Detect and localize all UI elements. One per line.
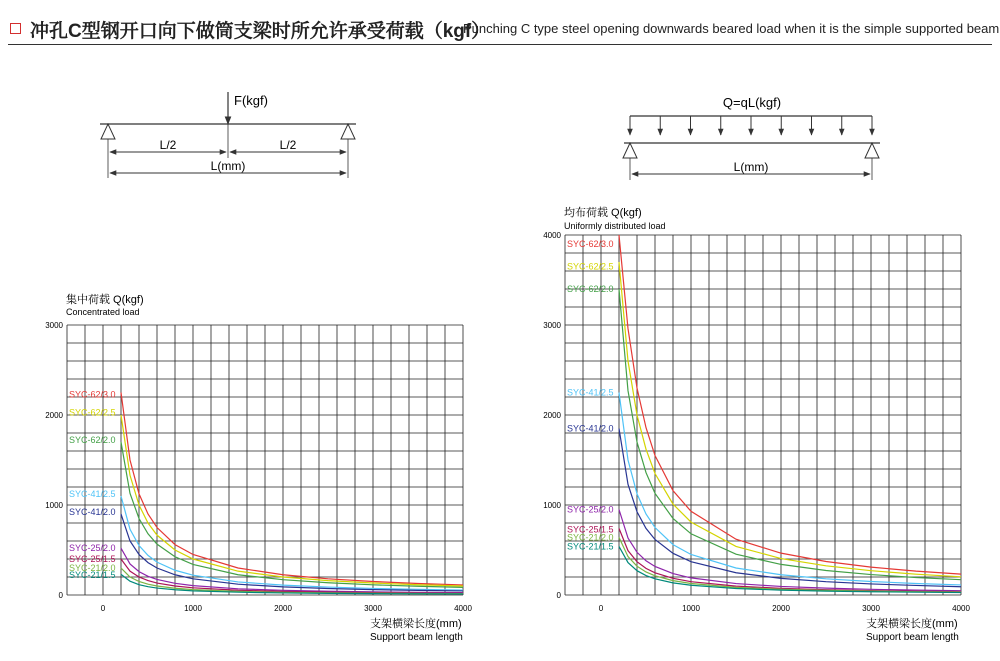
chart1-title-cn: 集中荷载 Q(kgf) [66, 294, 144, 306]
left-support-icon-right [623, 143, 637, 158]
chart-concentrated-load [45, 292, 472, 643]
page-title: 冲孔C型钢开口向下做筒支梁时所允许承受荷载（kgf） [30, 21, 491, 42]
y-tick-label: 0 [58, 591, 63, 600]
series-label: SYC-62/3.0 [69, 389, 116, 400]
series-label: SYC-25/1.5 [567, 524, 614, 535]
chart-distributed-load [543, 205, 970, 643]
series-label: SYC-62/2.5 [567, 261, 614, 272]
y-tick-label: 3000 [543, 321, 561, 330]
series-line-syc-62-2.0 [121, 442, 463, 587]
series-label: SYC-25/2.0 [567, 504, 614, 515]
series-label: SYC-62/2.5 [69, 407, 116, 418]
distributed-load-diagram [623, 95, 880, 180]
x-tick-label: 0 [100, 604, 106, 613]
left-support-icon [101, 124, 115, 139]
concentrated-load-diagram [100, 92, 356, 178]
x-tick-label: 1000 [682, 604, 700, 613]
series-line-syc-41-2.0 [121, 514, 463, 591]
load-arrows [630, 116, 872, 135]
series-label: SYC-41/2.5 [567, 387, 614, 398]
x-tick-label: 4000 [952, 604, 970, 613]
span-label-right: L(mm) [733, 160, 769, 174]
chart1-series [121, 393, 463, 594]
series-label: SYC-21/1.5 [69, 570, 116, 581]
chart1-xlabel-cn: 支架横梁长度(mm) [370, 618, 462, 630]
y-tick-label: 1000 [45, 501, 63, 510]
series-label: SYC-62/3.0 [567, 239, 614, 249]
chart1-grid [67, 325, 463, 595]
series-label: SYC-62/2.0 [69, 435, 116, 446]
series-label: SYC-25/2.0 [69, 543, 116, 554]
series-line-syc-62-2.5 [121, 415, 463, 586]
page-subtitle: Punching C type steel opening downwards beared load when it is the simple supported beam [463, 21, 1000, 36]
chart2-title-cn: 均布荷载 Q(kgf) [564, 207, 642, 219]
chart1-xlabel-en: Support beam length [370, 632, 463, 643]
half-span-label-right: L/2 [279, 138, 297, 152]
x-tick-label: 3000 [862, 604, 880, 613]
x-tick-label: 0 [598, 604, 604, 613]
chart2-title-en: Uniformly distributed load [564, 221, 666, 231]
series-line-syc-41-2.0 [619, 429, 961, 587]
series-label: SYC-62/2.0 [567, 284, 614, 294]
y-tick-label: 0 [556, 591, 561, 600]
span-label: L(mm) [210, 159, 246, 173]
series-line-syc-62-2.5 [619, 262, 961, 577]
right-support-icon [341, 124, 355, 139]
series-label: SYC-21/2.0 [69, 563, 116, 573]
y-tick-label: 2000 [543, 411, 561, 420]
series-label: SYC-41/2.5 [69, 489, 116, 500]
series-label: SYC-25/1.5 [69, 554, 116, 564]
x-tick-label: 3000 [364, 604, 382, 613]
y-tick-label: 1000 [543, 501, 561, 510]
series-label: SYC-41/2.0 [69, 507, 116, 518]
series-line-syc-62-3.0 [121, 393, 463, 585]
y-tick-label: 3000 [45, 321, 63, 330]
series-label: SYC-21/1.5 [567, 541, 614, 552]
chart1-title-en: Concentrated load [66, 307, 140, 317]
y-tick-label: 2000 [45, 411, 63, 420]
x-tick-label: 2000 [772, 604, 790, 613]
y-tick-label: 4000 [543, 231, 561, 240]
right-support-icon-right [865, 143, 879, 158]
force-label: F(kgf) [234, 93, 268, 108]
x-tick-label: 4000 [454, 604, 472, 613]
distributed-force-label: Q=qL(kgf) [722, 95, 782, 110]
x-tick-label: 1000 [184, 604, 202, 613]
series-label: SYC-41/2.0 [567, 423, 614, 434]
series-line-syc-62-2.0 [619, 289, 961, 580]
chart1-series-labels [69, 389, 116, 580]
series-line-syc-41-2.5 [619, 393, 961, 585]
x-tick-label: 2000 [274, 604, 292, 613]
chart2-series-labels [567, 239, 614, 551]
series-line-syc-21-2.0 [619, 537, 961, 592]
half-span-label-left: L/2 [159, 138, 177, 152]
chart2-xlabel-cn: 支架横梁长度(mm) [866, 618, 958, 630]
chart2-xlabel-en: Support beam length [866, 632, 959, 643]
series-label: SYC-21/2.0 [567, 532, 614, 543]
